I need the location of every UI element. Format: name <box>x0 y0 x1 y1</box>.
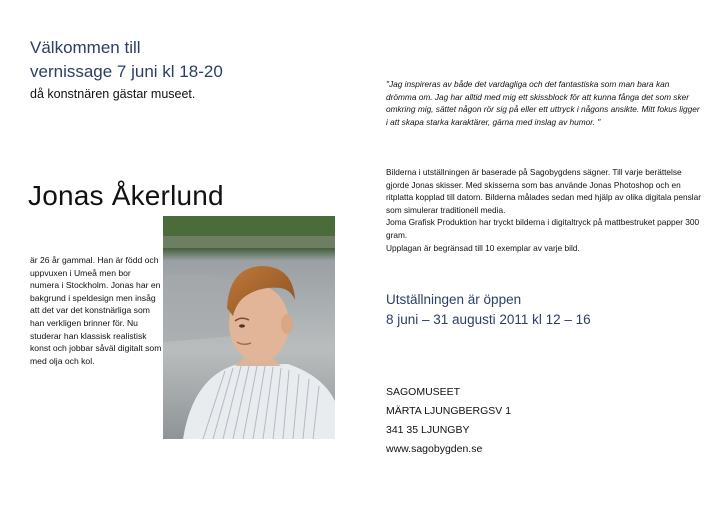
artist-photo <box>163 216 335 439</box>
artist-quote: "Jag inspireras av både det vardagliga och det fantastiska som man bara kan drömma om. Jag har alltid med mig ett skissblock för att kunna fånga det som sker omkring mig, sättet någon rör sig på eller ett uttryck i någons ansikte. Mitt fokus ligger i att skapa starka karaktärer, gärna med inslag av humor. " <box>386 79 700 127</box>
museum-website-link[interactable]: www.sagobygden.se <box>386 443 483 455</box>
description-paragraph-2: Joma Grafisk Produktion har tryckt bilderna i digitaltryck på mattbestruket papper 300 gram. <box>386 217 700 240</box>
museum-postal: 341 35 LJUNGBY <box>386 424 470 436</box>
artist-bio: är 26 år gammal. Han är född och uppvuxen i Umeå men bor numera i Stockholm. Jonas har en bakgrund i speldesign men insåg att det var det konstnärliga som han verkligen brinner för. Nu studerar han klassisk realistisk konst och jobbar såväl digitalt som med olja och kol. <box>30 255 162 366</box>
museum-address <box>386 383 511 459</box>
invite-heading-line1: Välkommen till <box>30 38 141 57</box>
museum-street: MÄRTA LJUNGBERGSV 1 <box>386 405 512 417</box>
opening-title: Utställningen är öppen <box>386 292 522 307</box>
exhibition-description <box>386 166 704 254</box>
opening-dates: 8 juni – 31 augusti 2011 kl 12 – 16 <box>386 312 591 327</box>
artist-name: Jonas Åkerlund <box>28 180 224 211</box>
invite-subline: då konstnären gästar museet. <box>30 87 196 101</box>
description-paragraph-1: Bilderna i utställningen är baserade på Sagobygdens sägner. Till varje berättelse gjorde Jonas skisser. Med skisserna som bas använde Jonas Photoshop och en ritplatta kopplad till datorn. Bilderna målades sedan med hjälp av olika digitala penslar som simulerar traditionell media. <box>386 167 702 215</box>
invite-heading-line2: vernissage 7 juni kl 18-20 <box>30 62 223 81</box>
description-paragraph-3: Upplagan är begränsad till 10 exemplar av varje bild. <box>386 242 580 253</box>
museum-name: SAGOMUSEET <box>386 386 461 398</box>
